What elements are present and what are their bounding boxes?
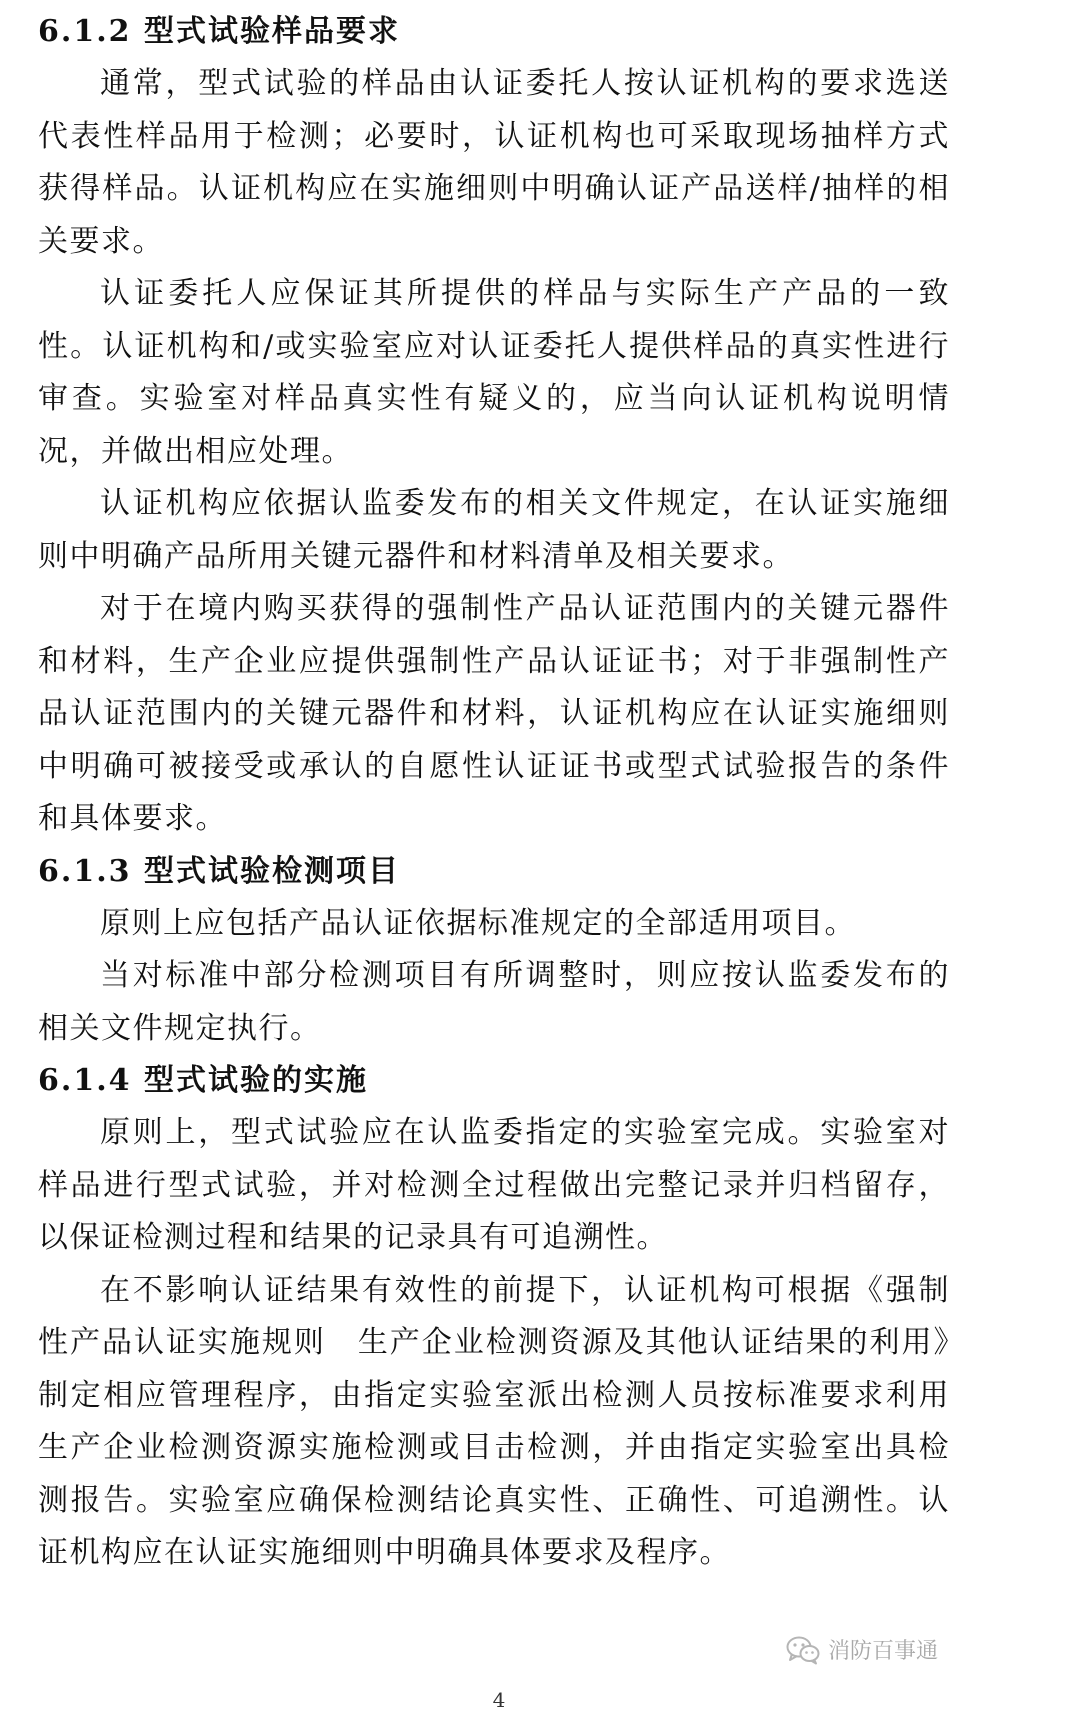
- paragraph: 认证机构应依据认监委发布的相关文件规定，在认证实施细则中明确产品所用关键元器件和材料清单及相关要求。: [38, 486, 950, 574]
- paragraph: 原则上应包括产品认证依据标准规定的全部适用项目。: [100, 905, 856, 941]
- paragraph: 在不影响认证结果有效性的前提下，认证机构可根据《强制性产品认证实施规则 生产企业检测资源及其他认证结果的利用》制定相应管理程序，由指定实验室派出检测人员按标准要求利用生产企业检测资源实施检测或目击检测，并由指定实验室出具检测报告。实验室应确保检测结论真实性、正确性、可追溯性。认证机构应在认证实施细则中明确具体要求及程序。: [38, 1272, 950, 1570]
- wechat-icon: [786, 1635, 820, 1665]
- watermark: [786, 1634, 938, 1665]
- page-number: 4: [492, 1688, 506, 1712]
- paragraph: 对于在境内购买获得的强制性产品认证范围内的关键元器件和材料，生产企业应提供强制性产品认证证书；对于非强制性产品认证范围内的关键元器件和材料，认证机构应在认证实施细则中明确可被接受或承认的自愿性认证证书或型式试验报告的条件和具体要求。: [38, 591, 950, 836]
- paragraph: 当对标准中部分检测项目有所调整时，则应按认监委发布的相关文件规定执行。: [38, 958, 950, 1046]
- watermark-text: 消防百事通: [828, 1639, 939, 1664]
- section-heading-6-1-4: 6.1.4 型式试验的实施: [38, 1063, 368, 1098]
- paragraph: 原则上，型式试验应在认监委指定的实验室完成。实验室对样品进行型式试验，并对检测全过程做出完整记录并归档留存，以保证检测过程和结果的记录具有可追溯性。: [38, 1115, 950, 1255]
- paragraph: 通常，型式试验的样品由认证委托人按认证机构的要求选送代表性样品用于检测；必要时，认证机构也可采取现场抽样方式获得样品。认证机构应在实施细则中明确认证产品送样/抽样的相关要求。: [38, 66, 950, 259]
- section-heading-6-1-2: 6.1.2 型式试验样品要求: [38, 14, 400, 49]
- paragraph: 认证委托人应保证其所提供的样品与实际生产产品的一致性。认证机构和/或实验室应对认证委托人提供样品的真实性进行审查。实验室对样品真实性有疑义的，应当向认证机构说明情况，并做出相应处理。: [38, 276, 950, 469]
- document-body: [38, 6, 950, 1580]
- section-heading-6-1-3: 6.1.3 型式试验检测项目: [38, 853, 400, 889]
